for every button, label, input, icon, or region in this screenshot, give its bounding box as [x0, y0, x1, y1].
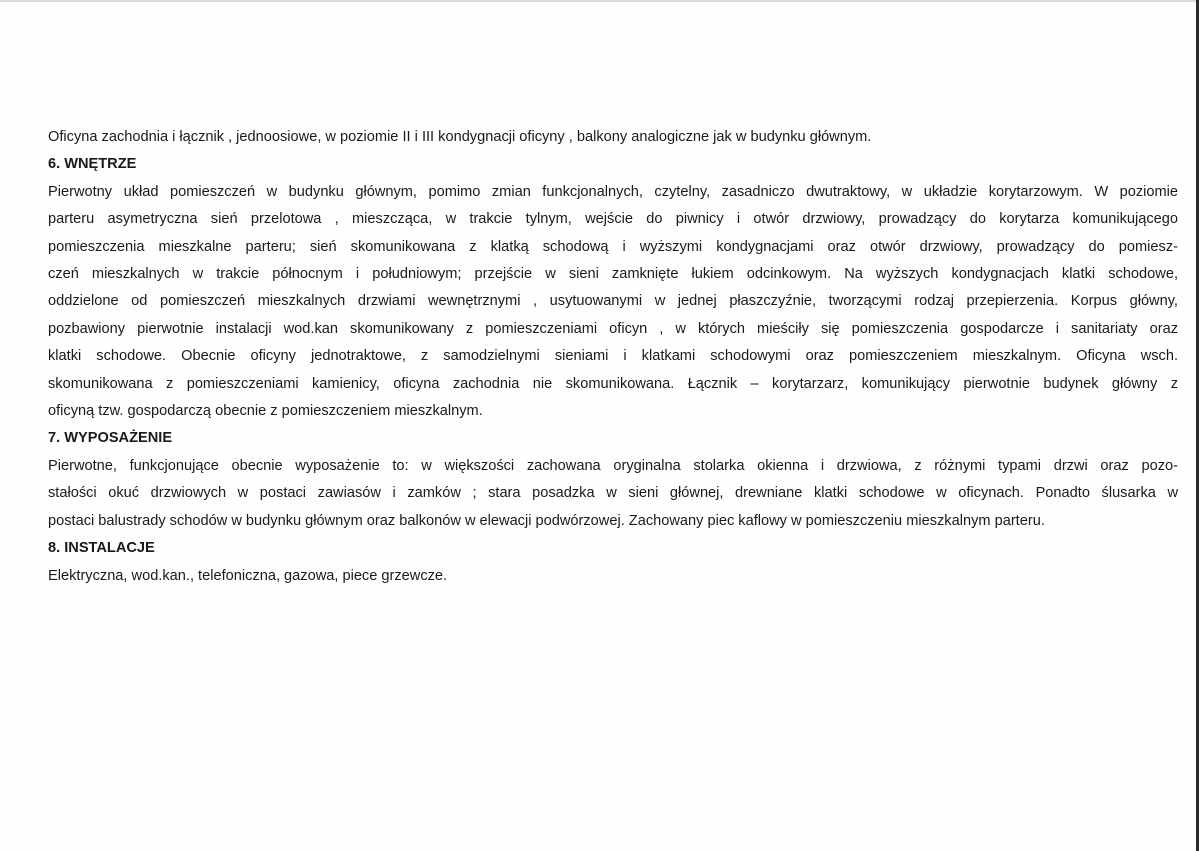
- paragraph-line: pomieszczenia mieszkalne parteru; sień skomunikowana z klatką schodową i wyższymi kondygnacjami oraz otwór drzwiowy, prowadzący do pomiesz-: [48, 238, 1178, 255]
- scan-edge-top: [0, 0, 1199, 2]
- paragraph-line: stałości okuć drzwiowych w postaci zawiasów i zamków ; stara posadzka w sieni głównej, drewniane klatki schodowe w oficynach. Ponadto ślusarka w: [48, 485, 1178, 502]
- paragraph-line: parteru asymetryczna sień przelotowa , mieszcząca, w trakcie tylnym, wejście do piwnicy i otwór drzwiowy, prowadzący do korytarza komunikującego: [48, 211, 1178, 228]
- section-heading-wnetrze: 6. WNĘTRZE: [48, 156, 137, 173]
- paragraph-line: Elektryczna, wod.kan., telefoniczna, gazowa, piece grzewcze.: [48, 567, 448, 584]
- paragraph-line: Pierwotne, funkcjonujące obecnie wyposażenie to: w większości zachowana oryginalna stolarka okienna i drzwiowa, z różnymi typami drzwi oraz pozo-: [48, 457, 1178, 474]
- section-body-wnetrze: [48, 179, 1178, 426]
- section-body-instalacje: [48, 563, 1178, 590]
- paragraph-line: Pierwotny układ pomieszczeń w budynku głównym, pomimo zmian funkcjonalnych, czytelny, zasadniczo dwutraktowy, w układzie korytarzowym. W poziomie: [48, 183, 1178, 200]
- paragraph-line: klatki schodowe. Obecnie oficyny jednotraktowe, z samodzielnymi sieniami i klatkami schodowymi oraz pomieszczeniem mieszkalnym. Oficyna wsch.: [48, 348, 1178, 365]
- section-heading-instalacje: 8. INSTALACJE: [48, 540, 155, 557]
- section-body-wyposazenie: [48, 453, 1178, 535]
- paragraph-line: pozbawiony pierwotnie instalacji wod.kan skomunikowany z pomieszczeniami oficyn , w których mieściły się pomieszczenia gospodarcze i sanitariaty oraz: [48, 320, 1178, 337]
- intro-paragraph: Oficyna zachodnia i łącznik , jednoosiowe, w poziomie II i III kondygnacji oficyny , balkony analogiczne jak w budynku głównym.: [48, 129, 872, 145]
- paragraph-line: oddzielone od pomieszczeń mieszkalnych drzwiami wewnętrznymi , usytuowanymi w jednej płaszczyźnie, tworzącymi rodzaj przepierzenia. Korpus główny,: [48, 293, 1178, 310]
- section-heading-wyposazenie: 7. WYPOSAŻENIE: [48, 430, 173, 447]
- paragraph-line: postaci balustrady schodów w budynku głównym oraz balkonów w elewacji podwórzowej. Zachowany piec kaflowy w pomieszczeniu mieszkalnym parteru.: [48, 512, 1045, 529]
- document-body: [48, 124, 1178, 590]
- paragraph-line: oficyną tzw. gospodarczą obecnie z pomieszczeniem mieszkalnym.: [48, 403, 483, 420]
- paragraph-line: czeń mieszkalnych w trakcie północnym i południowym; przejście w sieni zamknięte łukiem odcinkowym. Na wyższych kondygnacjach klatki schodowe,: [48, 266, 1178, 283]
- paragraph-line: skomunikowana z pomieszczeniami kamienicy, oficyna zachodnia nie skomunikowana. Łącznik – korytarzarz, komunikujący pierwotnie budynek główny z: [48, 375, 1178, 392]
